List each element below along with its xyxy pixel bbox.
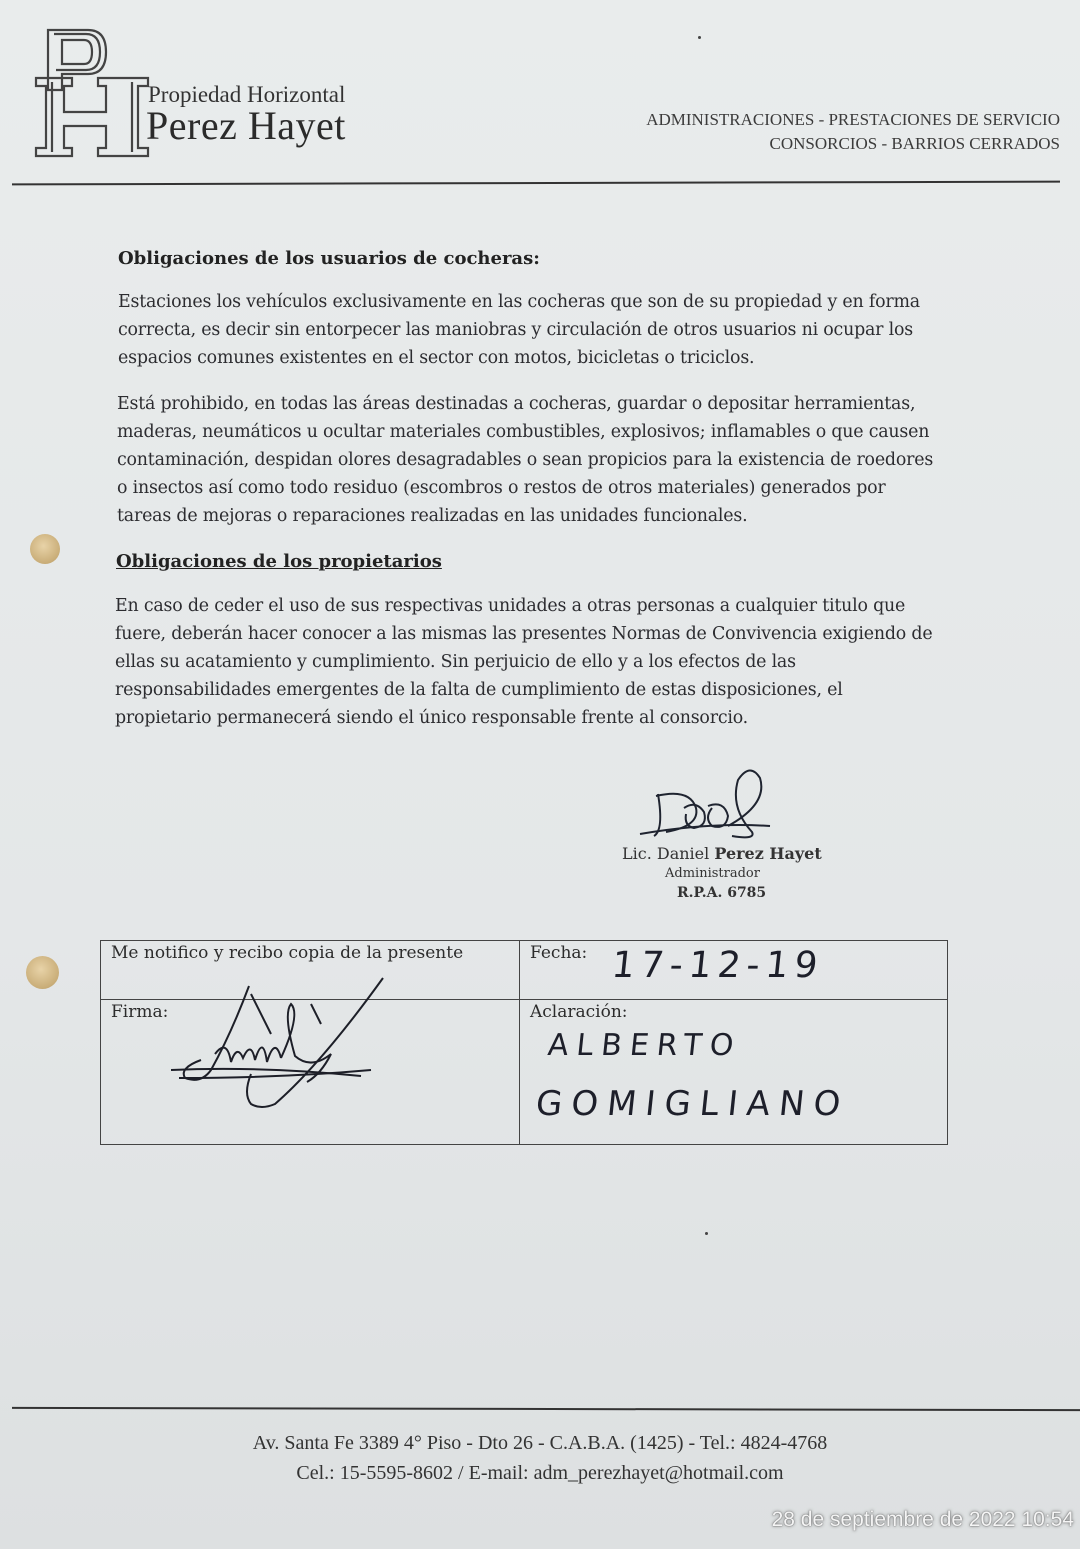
text-line: ellas su acatamiento y cumplimiento. Sin perjuicio de ello y a los efectos de las: [115, 652, 796, 672]
paper-speck: [698, 36, 701, 39]
date-cell[interactable]: [520, 941, 948, 1000]
acknowledgement-form: [100, 940, 948, 1145]
clarification-cell[interactable]: [520, 1000, 948, 1145]
text-line: correcta, es decir sin entorpecer las maniobras y circulación de otros usuarios ni ocupar los: [118, 320, 913, 340]
clarification-label: Aclaración:: [530, 1002, 628, 1022]
section-heading-propietarios: Obligaciones de los propietarios: [116, 551, 442, 572]
footer-divider: [12, 1407, 1080, 1411]
text-line: tareas de mejoras o reparaciones realizadas en las unidades funcionales.: [117, 506, 748, 526]
header-divider: [12, 181, 1060, 186]
paragraph-estacionamiento: [118, 288, 920, 372]
text-line: maderas, neumáticos u ocultar materiales combustibles, explosivos; inflamables o que causen: [117, 422, 930, 442]
signatory-name: [622, 844, 822, 863]
signatory-name-prefix: Lic. Daniel: [622, 844, 715, 863]
brand-name: Perez Hayet: [146, 103, 346, 148]
punch-hole: [26, 956, 59, 989]
services-list: [646, 108, 1060, 156]
signatory-role: Administrador: [665, 866, 760, 881]
photo-timestamp: 28 de septiembre de 2022 10:54: [771, 1508, 1074, 1531]
form-row: [101, 1000, 948, 1145]
text-line: o insectos así como todo residuo (escombros o restos de otros materiales) generados por: [117, 478, 886, 498]
paragraph-prohibiciones: [117, 390, 933, 530]
signature-label: Firma:: [111, 1002, 169, 1022]
text-line: Está prohibido, en todas las áreas destinadas a cocheras, guardar o depositar herramientas,: [117, 394, 916, 414]
footer-address: Av. Santa Fe 3389 4° Piso - Dto 26 - C.A.B.A. (1425) - Tel.: 4824-4768: [252, 1432, 828, 1454]
date-label: Fecha:: [530, 943, 588, 963]
text-line: espacios comunes existentes en el sector con motos, bicicletas o triciclos.: [118, 348, 755, 368]
recipient-signature-icon: [171, 974, 391, 1124]
signatory-surname: Perez Hayet: [714, 844, 822, 863]
punch-hole: [30, 534, 60, 564]
text-line: Estaciones los vehículos exclusivamente en las cocheras que son de su propiedad y en forma: [118, 292, 920, 312]
services-line-1: ADMINISTRACIONES - PRESTACIONES DE SERVICIO: [646, 110, 1060, 129]
paragraph-propietarios: [115, 592, 932, 732]
name-handwritten-line-1: ALBERTO: [546, 1028, 744, 1063]
name-handwritten-line-2: GOMIGLIANO: [533, 1084, 852, 1124]
text-line: responsabilidades emergentes de la falta de cumplimiento de estas disposiciones, el: [115, 680, 843, 700]
text-line: En caso de ceder el uso de sus respectivas unidades a otras personas a cualquier titulo que: [115, 596, 906, 616]
notify-label: Me notifico y recibo copia de la presente: [111, 943, 464, 963]
services-line-2: CONSORCIOS - BARRIOS CERRADOS: [769, 134, 1060, 153]
text-line: propietario permanecerá siendo el único responsable frente al consorcio.: [115, 708, 749, 728]
section-heading-cocheras: Obligaciones de los usuarios de cocheras:: [118, 248, 540, 269]
date-handwritten: 17-12-19: [609, 945, 826, 986]
brand-subtitle: Propiedad Horizontal: [148, 82, 346, 107]
text-line: fuere, deberán hacer conocer a las mismas las presentes Normas de Convivencia exigiendo de: [115, 624, 933, 644]
text-line: contaminación, despidan olores desagradables o sean propicios para la existencia de roedores: [117, 450, 934, 470]
signature-cell[interactable]: [101, 1000, 520, 1145]
paper-speck: [705, 1232, 708, 1235]
footer-contact: Cel.: 15-5595-8602 / E-mail: adm_perezhayet@hotmail.com: [296, 1462, 784, 1484]
ph-logo-icon: [28, 22, 158, 162]
signatory-rpa: R.P.A. 6785: [677, 885, 767, 901]
